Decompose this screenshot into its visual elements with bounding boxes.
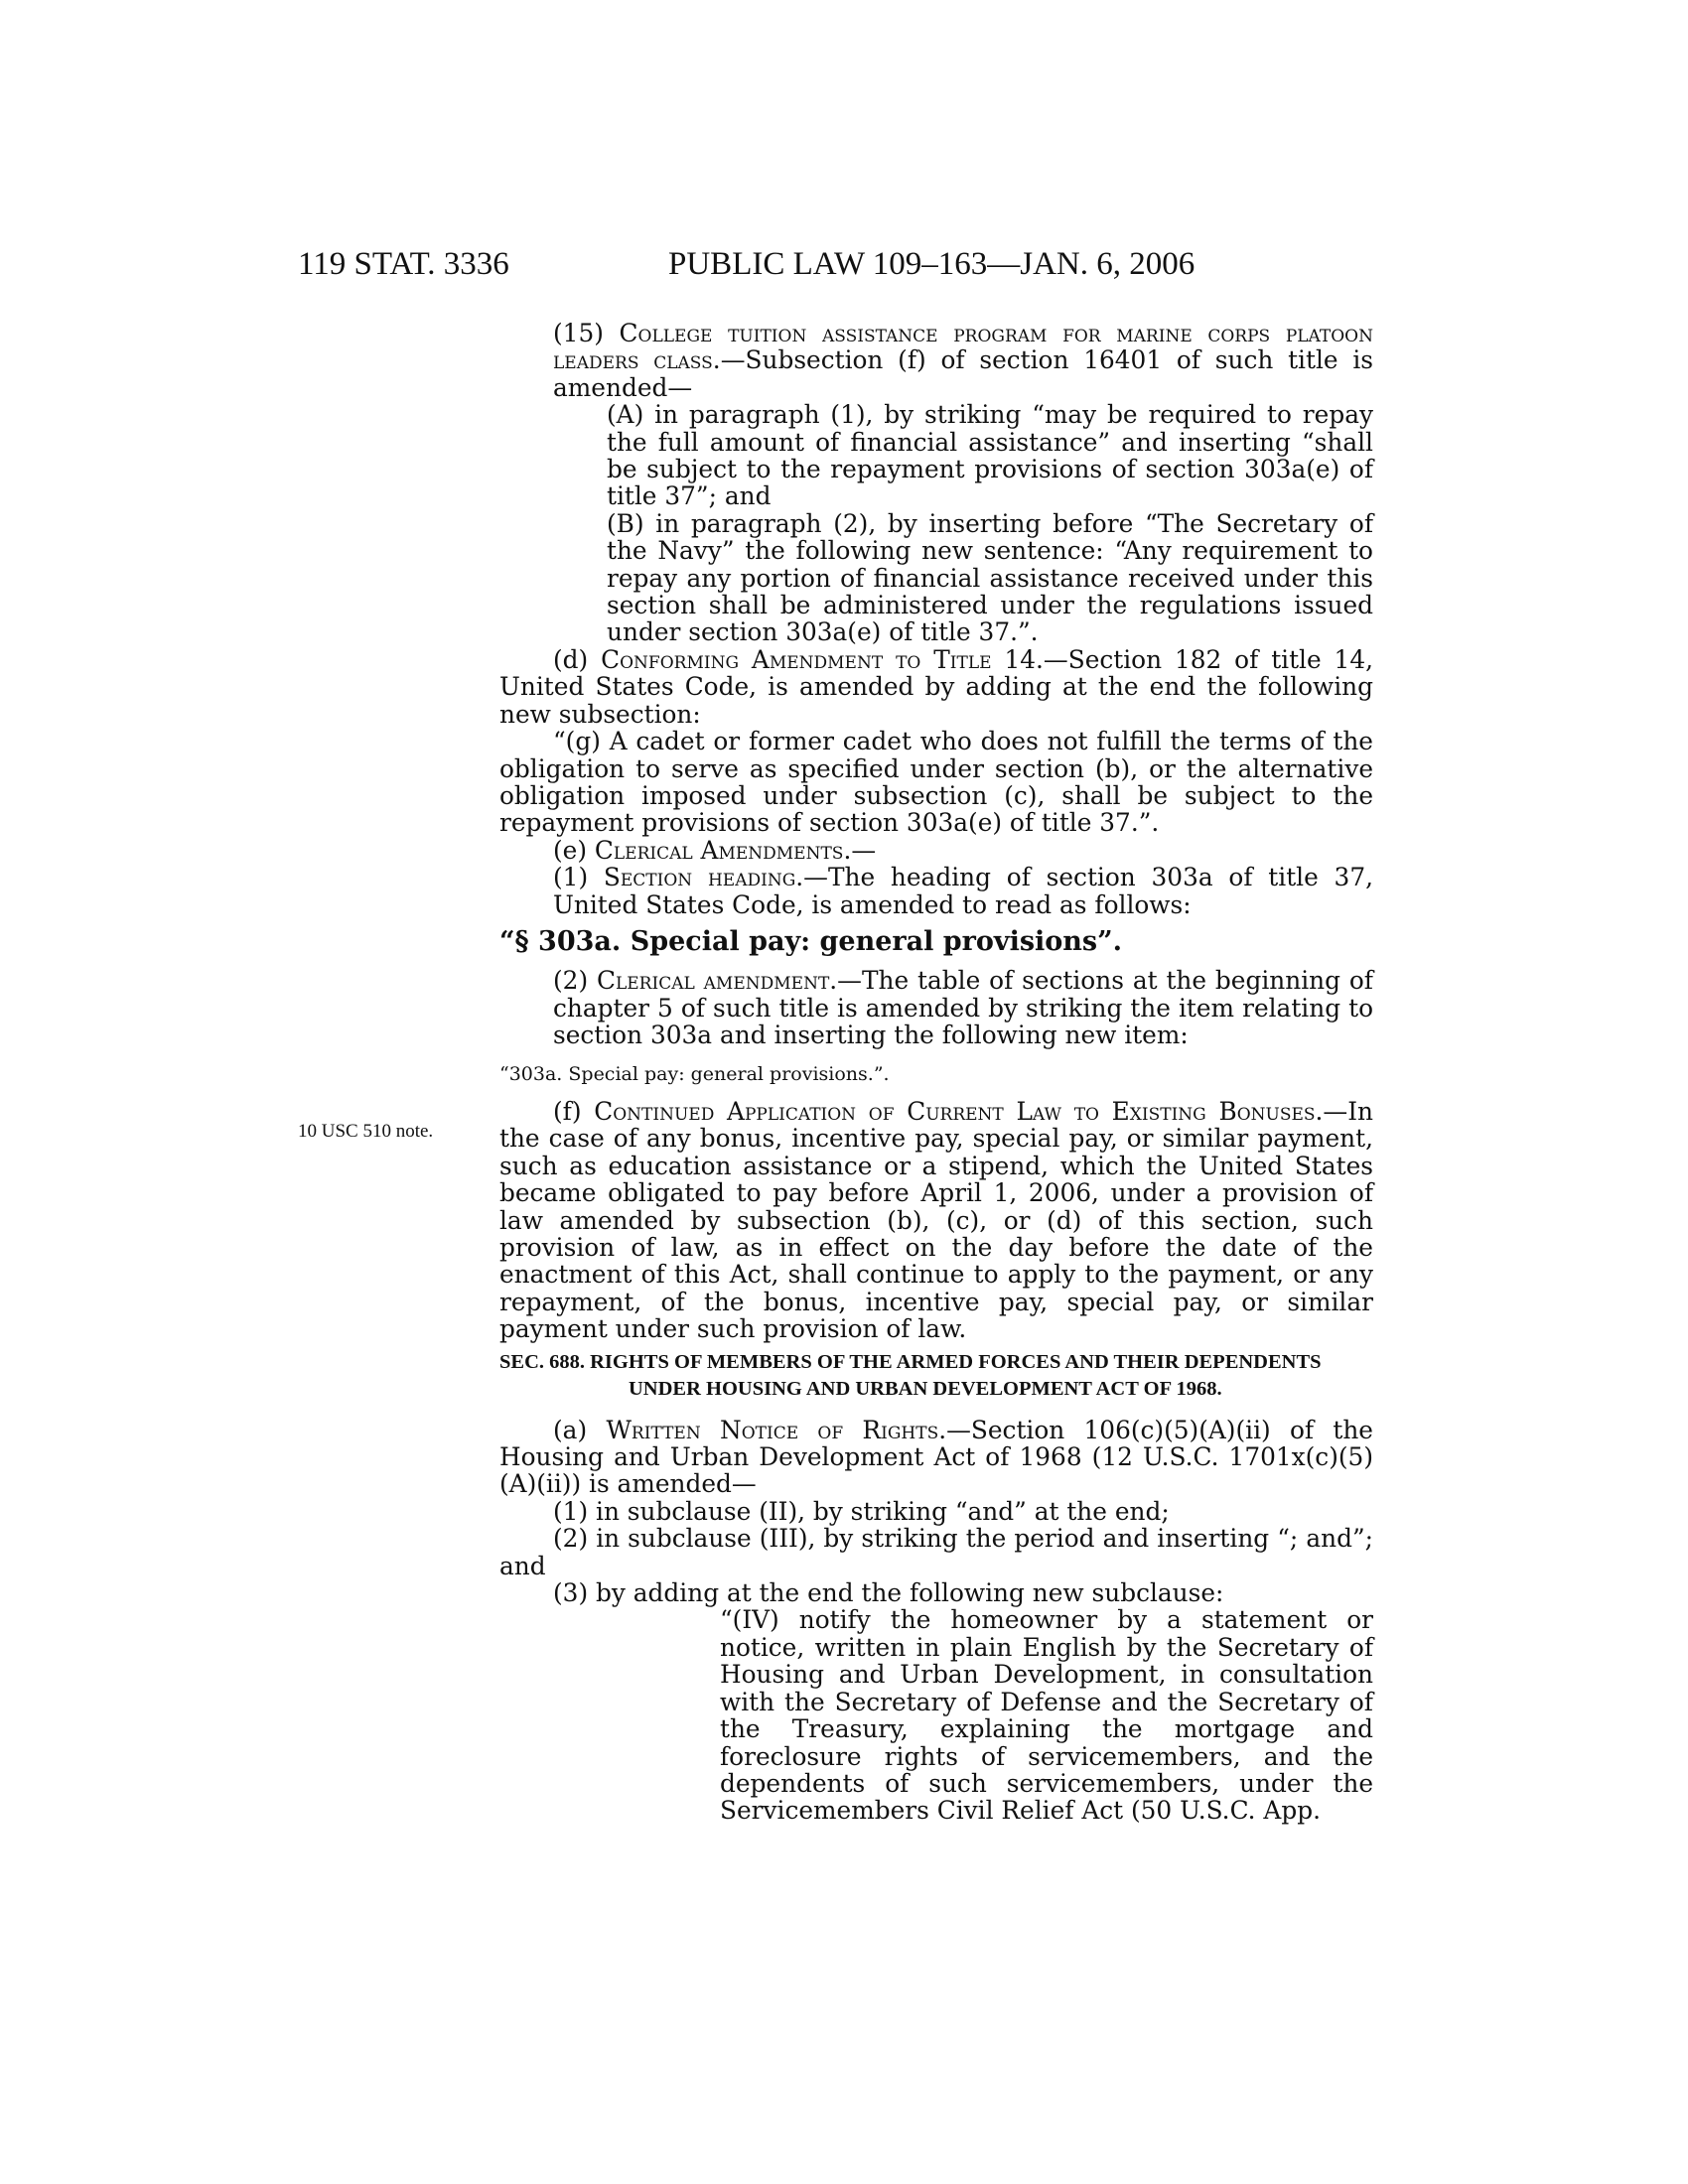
subsection-f-heading: Continued Application of Current Law to Existing Bonuses. bbox=[594, 1096, 1324, 1126]
stat-page-number: 119 STAT. 3336 bbox=[298, 246, 509, 282]
paragraph-a1: (1) in subclause (II), by striking “and” at the end; bbox=[553, 1496, 1170, 1526]
margin-note: 10 USC 510 note. bbox=[298, 1121, 434, 1142]
subclause-iv: “(IV) notify the homeowner by a statement or notice, written in plain English by the Secretary of Housing and Urban Development, in consultation with the Secretary of Defense and the Secretary of the Treasury, explaining the mortgage and foreclosure rights of servicemembers, and the dependents of such servicemembers, under the Servicemembers Civil Relief Act (50 U.S.C. App. bbox=[720, 1605, 1373, 1826]
subsection-d: (d) Conforming Amendment to Title 14.—Section 182 of title 14, United States Code, is amended by adding at the end the following new subsection: bbox=[499, 644, 1373, 729]
subsection-d-heading: Conforming Amendment to Title 14. bbox=[601, 644, 1044, 674]
paragraph-e1: (1) Section heading.—The heading of section 303a of title 37, United States Code, is amended to read as follows: bbox=[553, 863, 1373, 919]
paragraph-a2: (2) in subclause (III), by striking the period and inserting “; and”; and bbox=[499, 1524, 1373, 1580]
paragraph-15-heading: College tuition assistance program for marine corps platoon leaders class. bbox=[553, 319, 1373, 375]
subsection-a: (a) Written Notice of Rights.—Section 106(c)(5)(A)(ii) of the Housing and Urban Development Act of 1968 (12 U.S.C. 1701x(c)(5)(A)(ii)) is amended— bbox=[499, 1415, 1373, 1499]
subparagraph-b: (B) in paragraph (2), by inserting before “The Secretary of the Navy” the following new sentence: “Any requirement to repay any portion of financial assistance received under this section shall be administered under the regulations issued under section 303a(e) of title 37.”. bbox=[607, 508, 1373, 647]
page-header-title: PUBLIC LAW 109–163—JAN. 6, 2006 bbox=[668, 246, 1196, 282]
paragraph-e2-heading: Clerical amendment. bbox=[597, 966, 838, 996]
quoted-subsection-g: “(g) A cadet or former cadet who does not fulfill the terms of the obligation to serve as specified under section (b), or the alternative obligation imposed under subsection (c), shall be subject to the repayment provisions of section 303a(e) of title 37.”. bbox=[499, 727, 1373, 838]
table-of-sections-item: “303a. Special pay: general provisions.”. bbox=[499, 1062, 890, 1085]
subsection-f: (f) Continued Application of Current Law to Existing Bonuses.—In the case of any bonus, incentive pay, special pay, or similar payment, such as education assistance or a stipend, which the United States became obligated to pay before April 1, 2006, under a provision of law amended by subsection (b), (c), or (d) of this section, such provision of law, as in effect on the day before the date of the enactment of this Act, shall continue to apply to the payment, or any repayment, of the bonus, incentive pay, special pay, or similar payment under such provision of law. bbox=[499, 1096, 1373, 1344]
paragraph-15: (15) College tuition assistance program for marine corps platoon leaders class.—Subsection (f) of section 16401 of such title is amended— bbox=[553, 319, 1373, 402]
subsection-a-heading: Written Notice of Rights. bbox=[606, 1415, 947, 1444]
paragraph-e2: (2) Clerical amendment.—The table of sections at the beginning of chapter 5 of such title is amended by striking the item relating to section 303a and inserting the following new item: bbox=[553, 966, 1373, 1050]
section-303a-heading: “§ 303a. Special pay: general provisions”. bbox=[499, 925, 1123, 957]
subsection-e-heading: Clerical Amendments. bbox=[594, 835, 852, 865]
subsection-e: (e) Clerical Amendments.— bbox=[553, 835, 877, 865]
document-body bbox=[499, 320, 1373, 1825]
paragraph-e1-heading: Section heading. bbox=[603, 863, 804, 892]
subparagraph-a: (A) in paragraph (1), by striking “may be required to repay the full amount of financial assistance” and inserting “shall be subject to the repayment provisions of section 303a(e) of title 37”; and bbox=[607, 400, 1373, 511]
paragraph-a3: (3) by adding at the end the following new subclause: bbox=[553, 1578, 1224, 1608]
section-688-heading: SEC. 688. RIGHTS OF MEMBERS OF THE ARMED FORCES AND THEIR DEPENDENTS UNDER HOUSING AND URBAN DEVELOPMENT ACT OF 1968. bbox=[499, 1350, 1322, 1400]
